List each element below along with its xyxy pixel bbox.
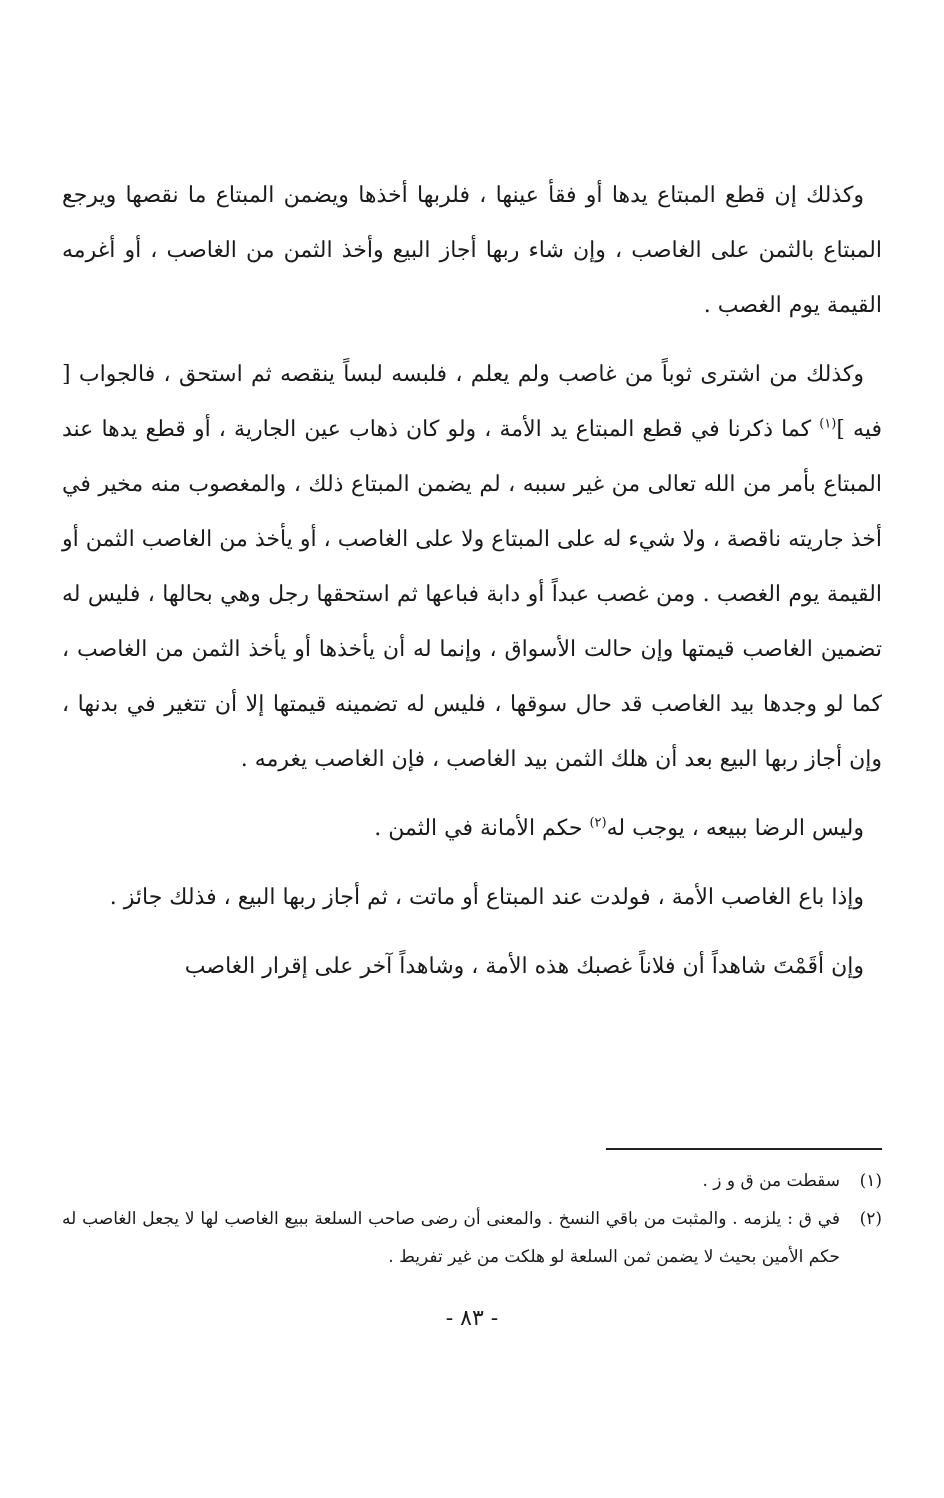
footnotes	[62, 1162, 882, 1276]
page-number: - ٨٣ -	[445, 1306, 499, 1331]
paragraph-3-part-a: وليس الرضا ببيعه ، يوجب له	[606, 816, 864, 841]
footnote-ref-2: (٢)	[589, 815, 607, 831]
paragraph-3-part-b: حكم الأمانة في الثمن .	[374, 816, 590, 841]
paragraph-3	[62, 801, 882, 856]
paragraph-5: وإن أقَمْتَ شاهداً أن فلاناً غصبك هذه الأمة ، وشاهداً آخر على إقرار الغاصب	[184, 954, 864, 979]
paragraph-2	[62, 347, 882, 787]
footnote-1-number: (١)	[859, 1171, 882, 1191]
footnote-divider	[606, 1148, 882, 1150]
paragraph-4: وإذا باع الغاصب الأمة ، فولدت عند المبتاع أو ماتت ، ثم أجاز ربها البيع ، فذلك جائز .	[109, 885, 864, 910]
footnote-1	[62, 1162, 882, 1200]
footnote-2	[62, 1200, 882, 1276]
footnote-ref-1: (١)	[819, 416, 837, 432]
paragraph-1: وكذلك إن قطع المبتاع يدها أو فقأ عينها ، فلربها أخذها ويضمن المبتاع ما نقصها ويرجع المبتاع بالثمن على الغاصب ، وإن شاء ربها أجاز البيع وأخذ الثمن من الغاصب ، أو أغرمه القيمة يوم الغصب .	[62, 183, 882, 318]
main-text	[62, 168, 882, 994]
paragraph-2-part-a: وكذلك من اشترى ثوباً من غاصب ولم يعلم ، فلبسه لبساً ينقصه ثم استحق ، فالجواب [ فيه ]	[62, 362, 883, 442]
paragraph-2-part-b: كما ذكرنا في قطع المبتاع يد الأمة ، ولو كان ذهاب عين الجارية ، أو قطع يدها عند المبتاع بأمر من الله تعالى من غير سببه ، لم يضمن المبتاع ذلك ، والمغصوب منه مخير في أخذ جاريته ناقصة ، ولا شيء له على المبتاع ولا على الغاصب ، أو يأخذ من الغاصب الثمن أو القيمة يوم الغصب . ومن غصب عبداً أو دابة فباعها ثم استحقها رجل وهي بحالها ، فليس له تضمين الغاصب قيمتها وإن حالت الأسواق ، وإنما له أن يأخذها أو يأخذ الثمن من الغاصب ، كما لو وجدها بيد الغاصب قد حال سوقها ، فليس له تضمينه قيمتها إلا أن تتغير في بدنها ، وإن أجاز ربها البيع بعد أن هلك الثمن بيد الغاصب ، فإن الغاصب يغرمه .	[62, 417, 882, 772]
footnote-2-number: (٢)	[859, 1209, 882, 1229]
footnote-2-text: في ق : يلزمه . والمثبت من باقي النسخ . والمعنى أن رضى صاحب السلعة ببيع الغاصب لها لا يجعل الغاصب له حكم الأمين بحيث لا يضمن ثمن السلعة لو هلكت من غير تفريط .	[62, 1209, 840, 1267]
footnote-1-text: سقطت من ق و ز .	[702, 1171, 840, 1191]
